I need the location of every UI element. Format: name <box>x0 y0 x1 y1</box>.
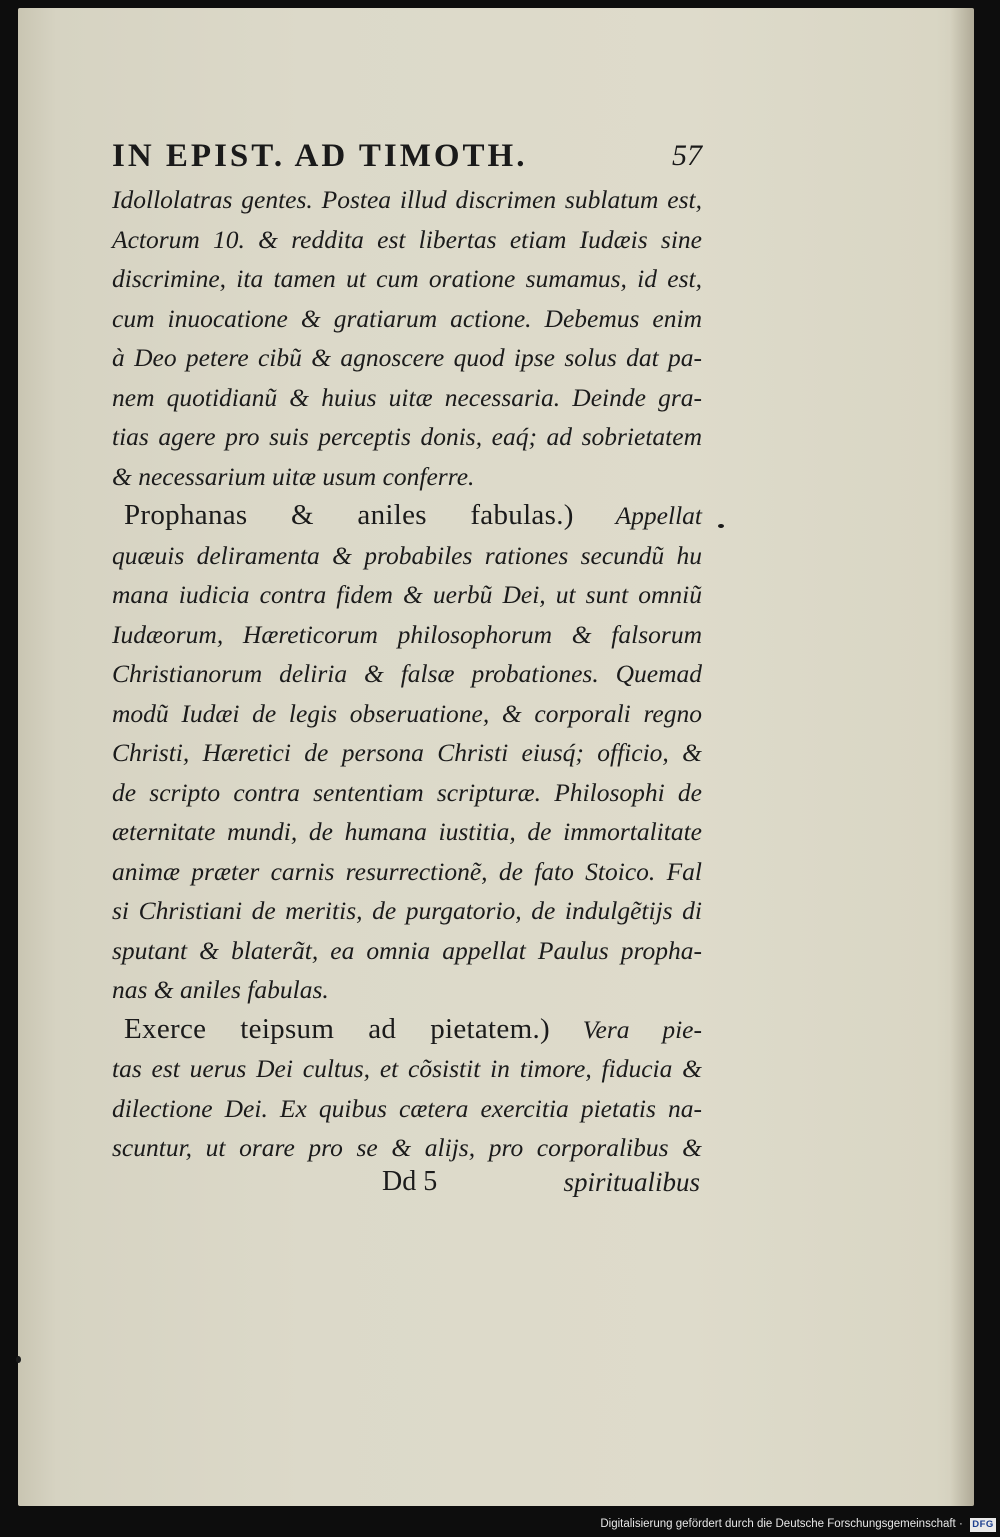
line-text: Appellat <box>615 501 702 530</box>
line-text: Iudæorum, Hæreticorum philosophorum & falsorum <box>112 619 702 649</box>
line-text: modũ Iudæi de legis obseruatione, & corporali regno <box>112 698 702 728</box>
catchword: spiritualibus <box>563 1167 700 1197</box>
text-line <box>112 220 702 260</box>
lemma-heading: Exerce teipsum ad pietatem.) <box>124 1012 550 1045</box>
dfg-logo-icon: DFG <box>970 1518 996 1532</box>
lemma-line <box>112 1010 702 1050</box>
text-line <box>112 654 702 694</box>
ink-speck <box>718 524 724 528</box>
signature-mark: Dd 5 <box>382 1166 438 1197</box>
text-line <box>112 773 702 813</box>
digitization-credit: Digitalisierung gefördert durch die Deutsche Forschungsgemeinschaft · <box>600 1515 966 1533</box>
line-text: dilectione Dei. Ex quibus cætera exercitia pietatis na- <box>112 1093 702 1123</box>
text-line <box>112 378 702 418</box>
line-text: Actorum 10. & reddita est libertas etiam Iudæis sine <box>112 224 702 254</box>
line-text: tas est uerus Dei cultus, et cõsistit in timore, fiducia & <box>112 1054 702 1083</box>
line-text: sputant & blaterãt, ea omnia appellat Paulus propha- <box>112 935 702 965</box>
line-text: de scripto contra sententiam scripturæ. Philosophi de <box>112 777 702 807</box>
text-line <box>112 536 702 576</box>
line-text: Idollolatras gentes. Postea illud discrimen sublatum est, <box>112 185 702 214</box>
running-head <box>112 132 702 180</box>
line-text: Vera pie- <box>582 1014 702 1044</box>
line-text: si Christiani de meritis, de purgatorio, de indulgẽtijs di <box>112 896 702 925</box>
text-line <box>112 417 702 457</box>
line-text: & necessarium uitæ usum conferre. <box>112 461 475 491</box>
text-line <box>112 852 702 892</box>
text-line <box>112 931 702 971</box>
text-line <box>112 457 702 497</box>
folio-number: 57 <box>672 139 702 172</box>
line-text: mana iudicia contra fidem & uerbũ Dei, ut sunt omniũ <box>112 580 702 609</box>
text-line <box>112 970 702 1010</box>
line-text: cum inuocatione & gratiarum actione. Debemus enim <box>112 303 702 333</box>
line-text: nas & aniles fabulas. <box>112 975 329 1004</box>
line-text: discrimine, ita tamen ut cum oratione sumamus, id est, <box>112 264 702 293</box>
text-line <box>112 338 702 378</box>
text-line <box>112 575 702 615</box>
page-foot-line <box>112 1160 702 1204</box>
line-text: quæuis deliramenta & probabiles rationes secundũ hu <box>112 540 702 570</box>
text-line <box>112 812 702 852</box>
text-line <box>112 299 702 339</box>
text-line <box>112 180 702 220</box>
line-text: scuntur, ut orare pro se & alijs, pro corporalibus & <box>112 1133 702 1162</box>
line-text: æternitate mundi, de humana iustitia, de immortalitate <box>112 817 702 846</box>
line-text: Christi, Hæretici de persona Christi eiusq́; officio, & <box>112 738 702 767</box>
lemma-line <box>112 496 702 536</box>
text-line <box>112 1049 702 1089</box>
lemma-heading: Prophanas & aniles fabulas.) <box>124 499 574 531</box>
text-line <box>112 891 702 931</box>
line-text: à Deo petere cibũ & agnoscere quod ipse solus dat pa- <box>112 343 702 372</box>
line-text: Christianorum deliria & falsæ probationes. Quemad <box>112 659 702 688</box>
line-text: nem quotidianũ & huius uitæ necessaria. Deinde gra- <box>112 382 702 412</box>
line-text: tias agere pro suis perceptis donis, eaq́; ad sobrietatem <box>112 422 702 451</box>
text-line <box>112 694 702 734</box>
text-line <box>112 615 702 655</box>
text-line <box>112 1089 702 1129</box>
ink-speck <box>16 1356 21 1363</box>
body-text <box>112 180 702 1168</box>
credit-text: Digitalisierung gefördert durch die Deutsche Forschungsgemeinschaft <box>600 1518 956 1530</box>
running-head-title: IN EPIST. AD TIMOTH. <box>112 138 528 174</box>
text-line <box>112 733 702 773</box>
text-line <box>112 259 702 299</box>
line-text: animæ præter carnis resurrectionẽ, de fato Stoico. Fal <box>112 856 702 886</box>
